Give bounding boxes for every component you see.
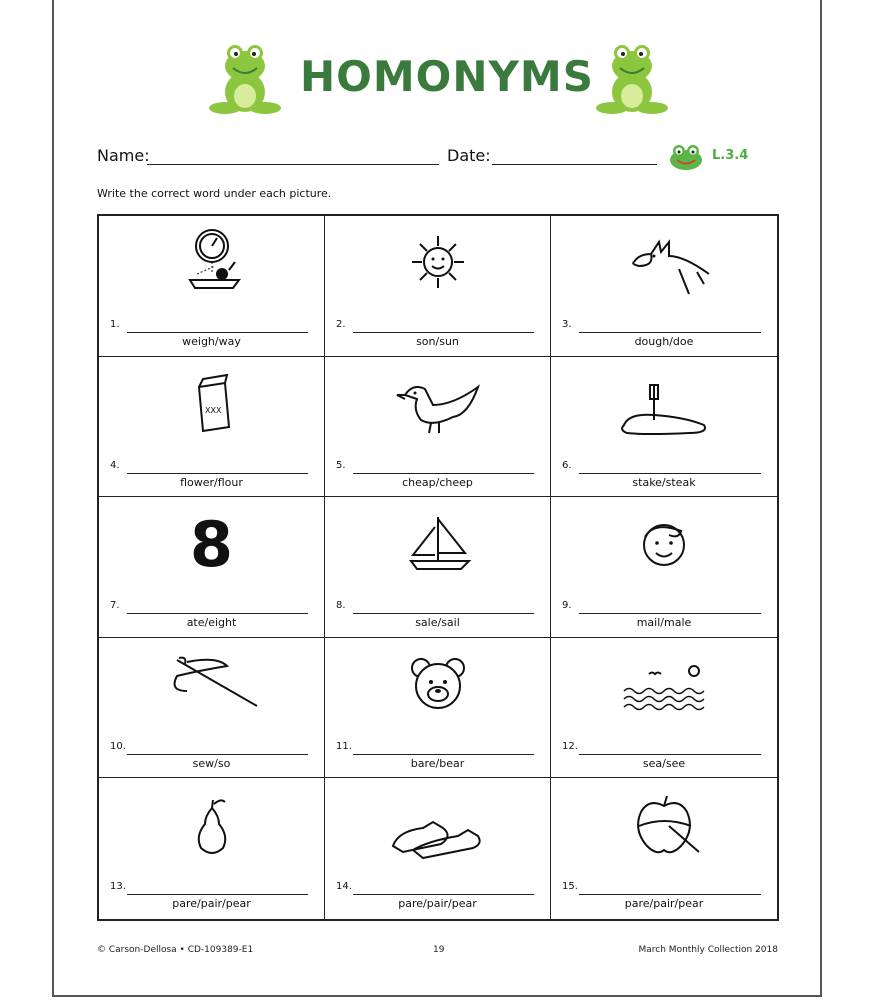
item-number: 4. — [110, 459, 120, 471]
word-choices: dough/doe — [634, 335, 694, 348]
exercise-cell — [551, 497, 777, 638]
page-title: HOMONYMS — [300, 52, 594, 101]
needle-icon — [157, 646, 267, 726]
answer-line[interactable] — [127, 754, 308, 755]
footer-page-number: 19 — [433, 945, 445, 955]
item-number: 15. — [562, 881, 578, 893]
exercise-cell — [325, 778, 551, 919]
pear-icon — [157, 786, 267, 866]
date-label: Date: — [447, 146, 491, 165]
item-number: 13. — [110, 881, 126, 893]
item-number: 10. — [110, 740, 126, 752]
exercise-grid — [97, 214, 779, 921]
word-choices: pare/pair/pear — [172, 897, 251, 911]
name-field[interactable] — [147, 164, 439, 165]
word-choices: bare/bear — [410, 756, 465, 770]
word-choices: sea/see — [642, 756, 686, 770]
word-choices: mail/male — [636, 616, 692, 630]
standard-code: L.3.4 — [712, 148, 749, 163]
exercise-cell — [325, 638, 551, 779]
svg-text:XXX: XXX — [204, 405, 221, 415]
item-number: 14. — [336, 881, 352, 893]
exercise-cell — [551, 216, 777, 357]
exercise-cell — [325, 497, 551, 638]
word-choices: cheap/cheep — [402, 475, 473, 489]
frog-icon — [592, 40, 672, 120]
scale-icon — [157, 224, 267, 304]
answer-line[interactable] — [353, 894, 534, 895]
exercise-cell — [99, 216, 325, 357]
item-number: 5. — [336, 459, 346, 471]
answer-line[interactable] — [579, 332, 761, 333]
exercise-cell — [551, 357, 777, 498]
eight-icon: 8 — [189, 508, 234, 582]
word-choices: pare/pair/pear — [624, 897, 704, 911]
answer-line[interactable] — [353, 613, 534, 614]
answer-line[interactable] — [579, 754, 761, 755]
item-number: 12. — [562, 740, 578, 752]
peeled-apple-icon — [609, 786, 719, 866]
exercise-cell — [99, 357, 325, 498]
exercise-cell — [325, 357, 551, 498]
bird-icon — [383, 365, 493, 445]
item-number: 6. — [562, 459, 572, 471]
frog-icon — [205, 40, 285, 120]
footer-collection: March Monthly Collection 2018 — [638, 945, 778, 955]
bear-icon — [383, 646, 493, 726]
answer-line[interactable] — [127, 894, 308, 895]
item-number: 2. — [336, 319, 346, 330]
exercise-cell — [551, 778, 777, 919]
exercise-cell — [325, 216, 551, 357]
answer-line[interactable] — [127, 332, 308, 333]
boy-face-icon — [609, 505, 719, 585]
answer-line[interactable] — [579, 894, 761, 895]
sea-icon — [609, 646, 719, 726]
answer-line[interactable] — [579, 473, 761, 474]
word-choices: pare/pair/pear — [398, 897, 477, 911]
deer-icon — [609, 224, 719, 304]
item-number: 8. — [336, 600, 346, 612]
item-number: 11. — [336, 740, 352, 752]
answer-line[interactable] — [579, 613, 761, 614]
word-choices: sale/sail — [415, 616, 460, 630]
item-number: 3. — [562, 319, 572, 330]
answer-line[interactable] — [353, 473, 534, 474]
item-number: 1. — [110, 319, 120, 330]
flour-bag-icon — [157, 365, 267, 445]
word-choices: sew/so — [192, 756, 231, 770]
answer-line[interactable] — [353, 332, 534, 333]
word-choices: weigh/way — [182, 335, 241, 348]
steak-icon — [609, 365, 719, 445]
exercise-cell — [99, 497, 325, 638]
footer-copyright: © Carson-Dellosa • CD-109389-E1 — [97, 945, 254, 955]
shoes-icon — [383, 786, 493, 866]
item-number: 9. — [562, 600, 572, 612]
word-choices: flower/flour — [180, 475, 243, 489]
exercise-cell — [99, 638, 325, 779]
word-choices: son/sun — [416, 335, 459, 348]
answer-line[interactable] — [127, 473, 308, 474]
sailboat-icon — [383, 505, 493, 585]
instructions: Write the correct word under each picture. — [97, 187, 332, 200]
name-label: Name: — [97, 146, 150, 165]
frog-icon — [667, 142, 705, 172]
answer-line[interactable] — [127, 613, 308, 614]
sun-icon — [383, 224, 493, 304]
word-choices: stake/steak — [632, 475, 696, 489]
answer-line[interactable] — [353, 754, 534, 755]
exercise-cell — [99, 778, 325, 919]
date-field[interactable] — [492, 164, 657, 165]
item-number: 7. — [110, 600, 120, 612]
word-choices: ate/eight — [186, 616, 237, 630]
exercise-cell — [551, 638, 777, 779]
